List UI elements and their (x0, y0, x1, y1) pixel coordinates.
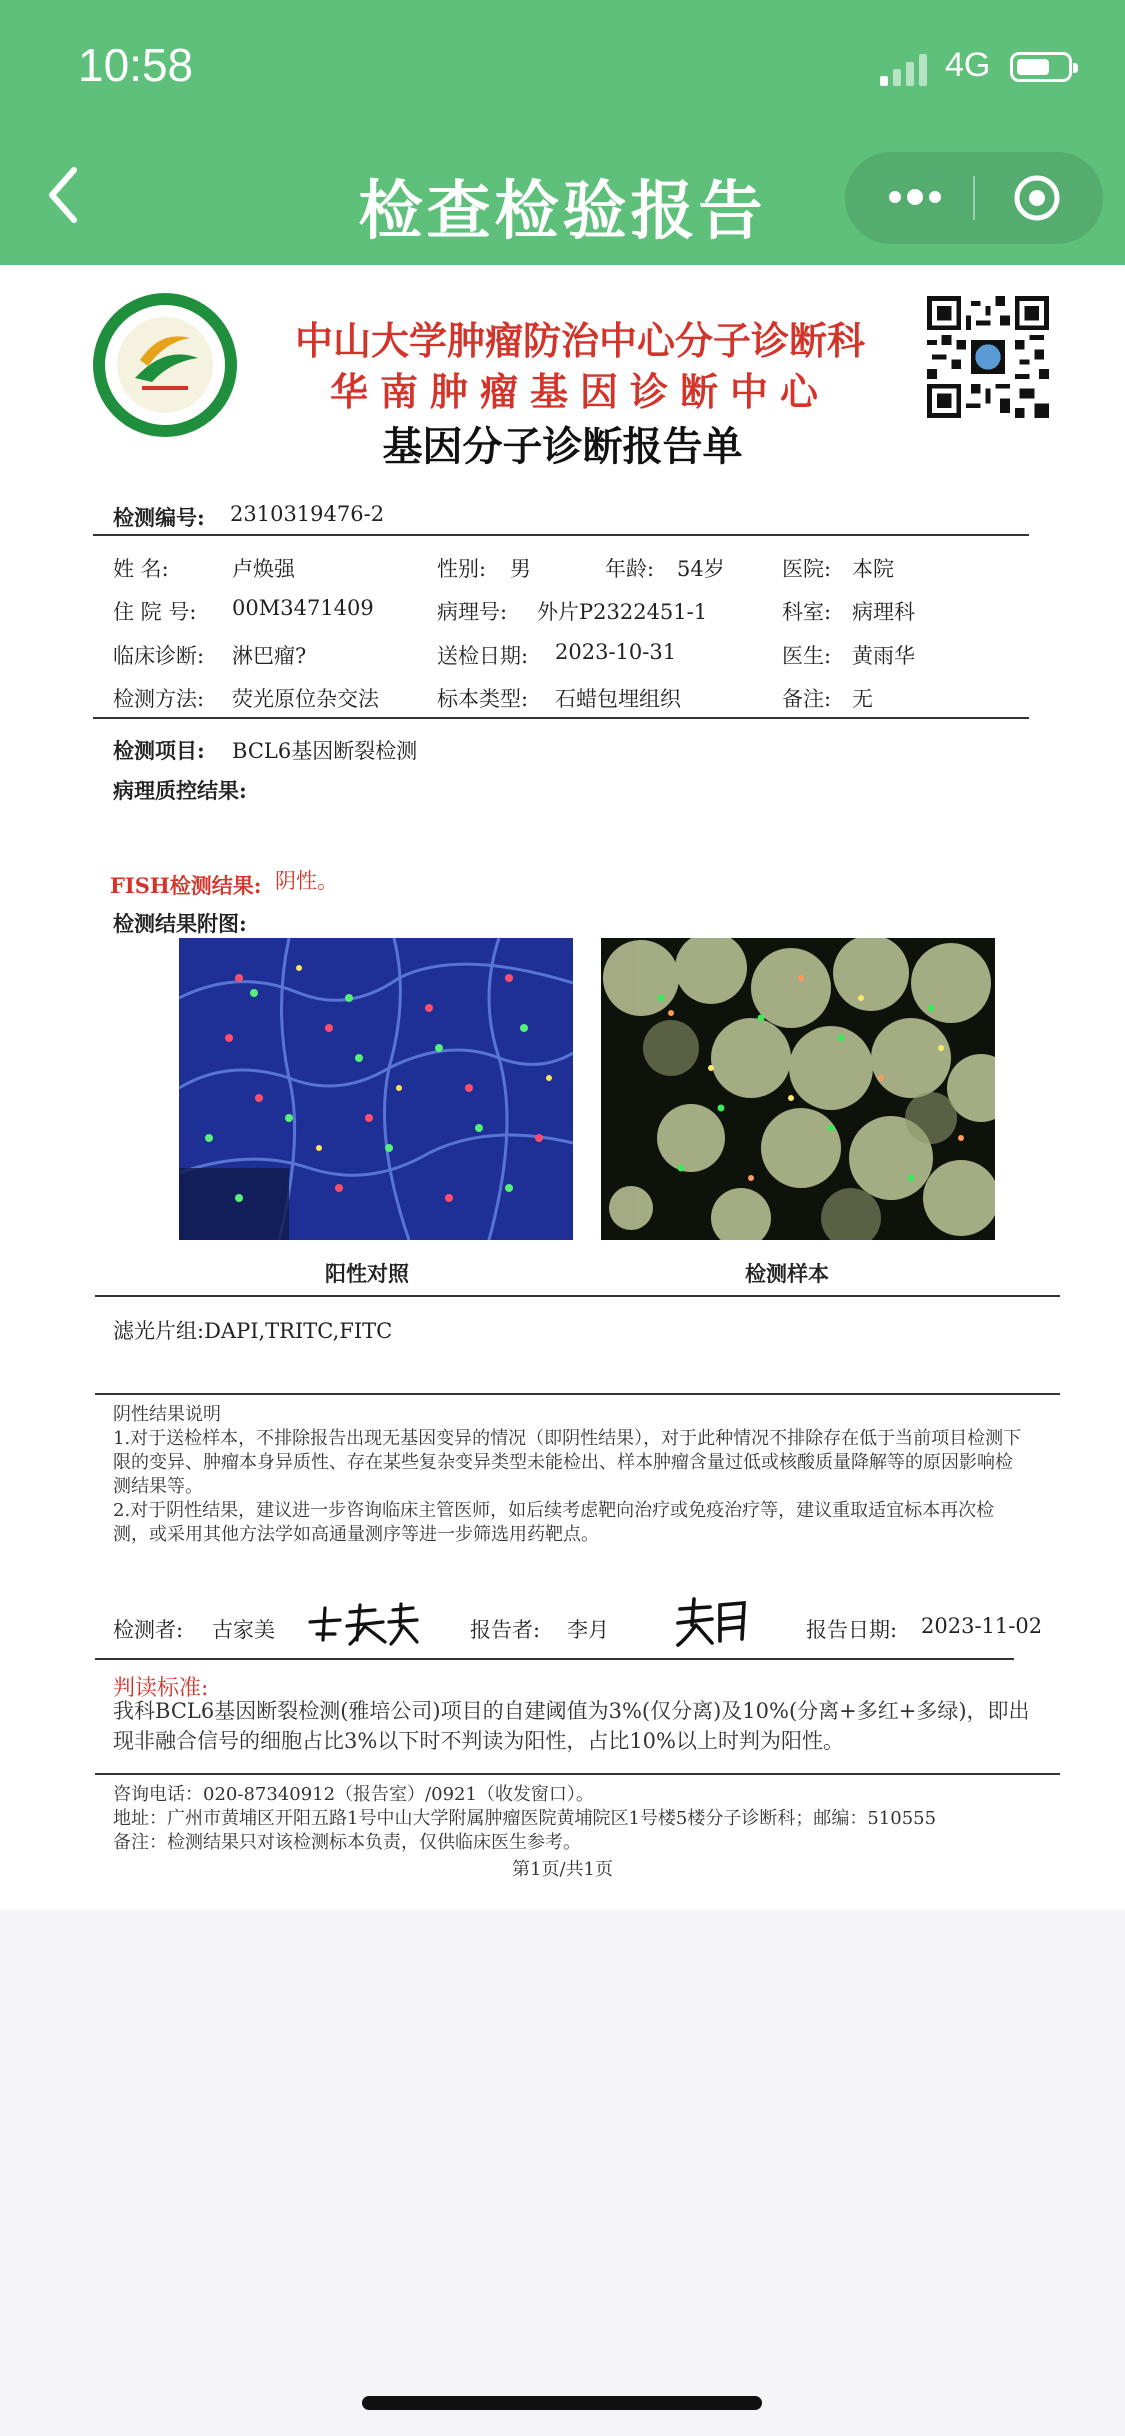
page-info: 第1页/共1页 (512, 1859, 613, 1880)
reporter-signature (672, 1595, 757, 1651)
fish-result: 阴性。 (275, 869, 338, 893)
negative-note-1: 1.对于送检样本，不排除报告出现无基因变异的情况（即阴性结果），对于此种情况不排除存在低于当前项目检测下限的变异、肿瘤本身异质性、存在某些复杂变异类型未能检出、样本肿瘤含量过低或核酸质量降解等的原因影响检测结果等。 (113, 1428, 1022, 1497)
positive-control-image (179, 938, 573, 1240)
send-date-value: 2023-10-31 (555, 640, 677, 664)
test-no-value: 2310319476-2 (230, 502, 385, 526)
negative-title: 阴性结果说明 (113, 1404, 221, 1425)
send-date-label: 送检日期: (437, 644, 529, 668)
more-icon[interactable] (885, 182, 945, 212)
remark-value: 无 (852, 687, 873, 711)
project-value: BCL6基因断裂检测 (232, 739, 418, 763)
test-sample-image (601, 938, 995, 1240)
pathology-label: 病理号: (437, 600, 508, 624)
page-title: 检查检验报告 (358, 175, 767, 249)
org-name-secondary: 华南肿瘤基因诊断中心 (329, 370, 830, 414)
fish-label: FISH检测结果: (110, 873, 262, 898)
specimen-value: 石蜡包埋组织 (555, 687, 681, 711)
tester-label: 检测者: (113, 1618, 184, 1642)
report-date: 2023-11-02 (921, 1614, 1043, 1638)
divider (95, 1393, 1060, 1395)
doctor-value: 黄雨华 (852, 644, 915, 668)
report-date-label: 报告日期: (806, 1618, 898, 1642)
name-label: 姓 名: (113, 557, 169, 581)
age-value: 54岁 (677, 557, 725, 581)
inpatient-value: 00M3471409 (232, 596, 374, 620)
test-no-label: 检测编号: (113, 505, 205, 530)
battery-icon (1010, 52, 1072, 82)
negative-note-2: 2.对于阴性结果，建议进一步咨询临床主管医师，如后续考虑靶向治疗或免疫治疗等，建议重取适宜标本再次检测，或采用其他方法学如高通量测序等进一步筛选用药靶点。 (113, 1500, 995, 1545)
divider (95, 1658, 1014, 1660)
mini-program-capsule (845, 152, 1103, 244)
divider (95, 1773, 1060, 1775)
report-document (0, 265, 1125, 1910)
org-name-primary: 中山大学肿瘤防治中心分子诊断科 (294, 319, 865, 363)
contact-phone: 咨询电话：020-87340912（报告室）/0921（收发窗口）。 (113, 1784, 594, 1805)
hospital-label: 医院: (782, 557, 832, 581)
home-indicator[interactable] (362, 2396, 762, 2410)
positive-control-caption: 阳性对照 (325, 1261, 409, 1286)
divider (93, 534, 1029, 536)
hospital-value: 本院 (852, 557, 894, 581)
remark-label: 备注: (782, 687, 832, 711)
sex-label: 性别: (437, 557, 487, 581)
specimen-label: 标本类型: (437, 687, 529, 711)
filter-set: 滤光片组:DAPI,TRITC,FITC (113, 1319, 393, 1343)
project-label: 检测项目: (113, 738, 205, 763)
criteria-title: 判读标准: (113, 1676, 209, 1701)
figure-label: 检测结果附图: (113, 911, 247, 936)
report-title: 基因分子诊断报告单 (382, 424, 743, 470)
dept-label: 科室: (782, 600, 832, 624)
method-value: 荧光原位杂交法 (232, 687, 379, 711)
footer-note: 备注：检测结果只对该检测标本负责，仅供临床医生参考。 (113, 1832, 581, 1853)
diagnosis-value: 淋巴瘤? (232, 644, 307, 668)
pathology-value: 外片P2322451-1 (537, 600, 708, 624)
tester-signature (305, 1600, 420, 1648)
dept-value: 病理科 (852, 600, 915, 624)
network-type: 4G (945, 46, 991, 84)
name-value: 卢焕强 (232, 557, 295, 581)
criteria-text: 我科BCL6基因断裂检测(雅培公司)项目的自建阈值为3%(仅分离)及10%(分离+多红+多绿)，即出现非融合信号的细胞占比3%以下时不判读为阳性，占比10%以上时判为阳性。 (113, 1699, 1030, 1753)
contact-address: 地址：广州市黄埔区开阳五路1号中山大学附属肿瘤医院黄埔院区1号楼5楼分子诊断科；邮编：510555 (113, 1808, 937, 1829)
divider (95, 1295, 1060, 1297)
age-label: 年龄: (605, 557, 655, 581)
reporter-label: 报告者: (470, 1618, 541, 1642)
reporter-name: 李月 (567, 1618, 609, 1642)
doctor-label: 医生: (782, 644, 832, 668)
close-program-icon[interactable] (1013, 174, 1061, 222)
qc-label: 病理质控结果: (113, 778, 247, 803)
method-label: 检测方法: (113, 687, 205, 711)
app-header (0, 0, 1125, 265)
qr-code (927, 296, 1049, 418)
test-sample-caption: 检测样本 (745, 1261, 829, 1286)
diagnosis-label: 临床诊断: (113, 644, 205, 668)
inpatient-label: 住 院 号: (113, 600, 197, 624)
sex-value: 男 (510, 557, 531, 581)
tester-name: 古家美 (212, 1618, 275, 1642)
divider (93, 717, 1029, 719)
status-time: 10:58 (78, 39, 194, 91)
signal-icon (880, 54, 934, 86)
